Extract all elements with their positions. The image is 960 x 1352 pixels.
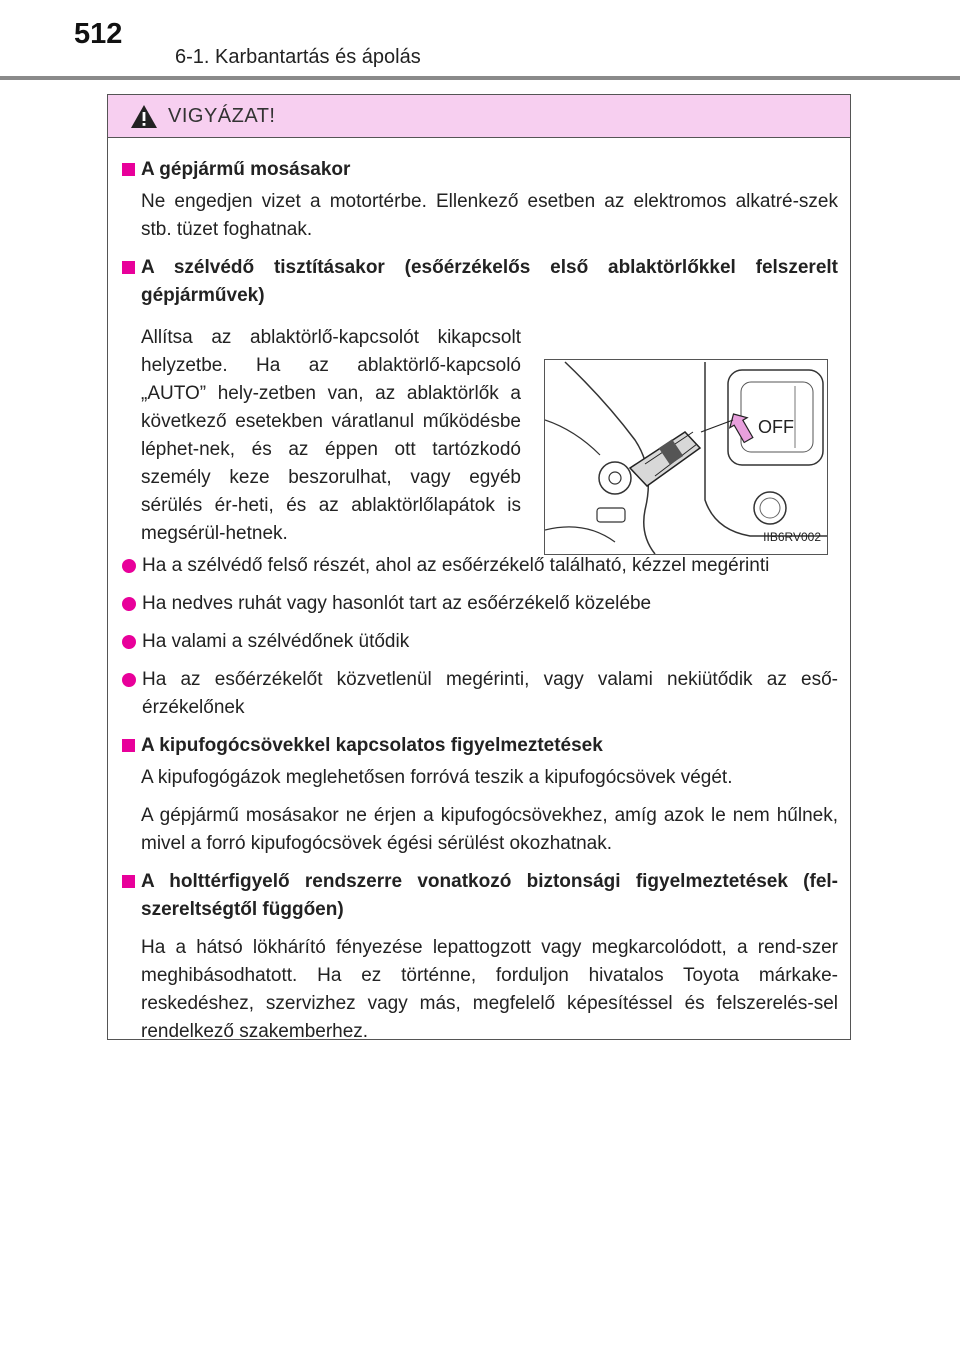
off-label: OFF	[758, 417, 794, 437]
square-bullet-icon	[122, 163, 135, 176]
header-rule	[0, 76, 960, 80]
round-bullet-icon	[122, 673, 136, 687]
round-bullet-icon	[122, 597, 136, 611]
bullet-text: Ha az esőérzékelőt közvetlenül megérinti, vagy valami nekiütődik az eső-érzékelőnek	[142, 669, 838, 718]
warning-content	[108, 138, 850, 1046]
section-title: 6-1. Karbantartás és ápolás	[175, 46, 421, 68]
section-heading-windshield	[122, 254, 838, 310]
bullet-text: Ha a szélvédő felső részét, ahol az esőérzékelő található, kézzel megérinti	[142, 555, 770, 576]
section-heading-wash	[122, 156, 838, 184]
section-heading-blindspot	[122, 868, 838, 924]
warning-header	[108, 95, 850, 138]
list-item	[122, 666, 838, 722]
warning-title: VIGYÁZAT!	[168, 104, 276, 127]
exhaust-text-1: A kipufogógázok meglehetősen forróvá teszik a kipufogócsövek végét.	[141, 767, 733, 788]
bullet-text: Ha valami a szélvédőnek ütődik	[142, 631, 410, 652]
list-item	[122, 628, 838, 656]
heading-text: A kipufogócsövekkel kapcsolatos figyelmeztetések	[141, 735, 603, 756]
section-heading-exhaust	[122, 732, 838, 760]
windshield-text: Allítsa az ablaktörlő-kapcsolót kikapcsolt helyzetbe. Ha az ablaktörlő-kapcsoló „AUTO” hely-zetben van, az ablaktörlők a következő esetekben váratlanul működésbe léphet-nek, és az éppen ott tartózkodó személy keze beszorulhat, vagy egyéb sérülés ér-heti, és az ablaktörlőlapátok is megsérül-hetnek.	[141, 327, 521, 544]
heading-text: A holttérfigyelő rendszerre vonatkozó biztonsági figyelmeztetések (fel-szereltségtől függően)	[141, 871, 838, 920]
bullet-text: Ha nedves ruhát vagy hasonlót tart az esőérzékelő közelébe	[142, 593, 652, 614]
exhaust-text-2: A gépjármű mosásakor ne érjen a kipufogócsövekhez, amíg azok le nem hűlnek, mivel a forró kipufogócsövek égési sérülést okozhatnak.	[141, 805, 838, 854]
heading-text: A gépjármű mosásakor	[141, 159, 351, 180]
blindspot-text: Ha a hátsó lökhárító fényezése lepattogzott vagy megkarcolódott, a rend-szer meghibásodhatott. Ha ez történne, forduljon hivatalos Toyota márkake-reskedéshez, szervizhez vagy más, megfelelő képesítéssel és felszerelés-sel rendelkező szakemberhez.	[141, 937, 838, 1042]
list-item	[122, 590, 838, 618]
heading-text: A szélvédő tisztításakor (esőérzékelős első ablaktörlőkkel felszerelt gépjárművek)	[141, 257, 838, 306]
round-bullet-icon	[122, 635, 136, 649]
page-number: 512	[74, 18, 123, 50]
figure-code: IIB6RV002	[763, 530, 821, 544]
warning-box	[107, 94, 851, 1040]
list-item	[122, 552, 838, 580]
square-bullet-icon	[122, 739, 135, 752]
warning-triangle-icon	[130, 104, 158, 129]
wiper-switch-figure	[544, 359, 828, 555]
square-bullet-icon	[122, 261, 135, 274]
wash-text: Ne engedjen vizet a motortérbe. Ellenkező esetben az elektromos alkatré-szek stb. tüzet foghatnak.	[141, 191, 838, 240]
round-bullet-icon	[122, 559, 136, 573]
square-bullet-icon	[122, 875, 135, 888]
